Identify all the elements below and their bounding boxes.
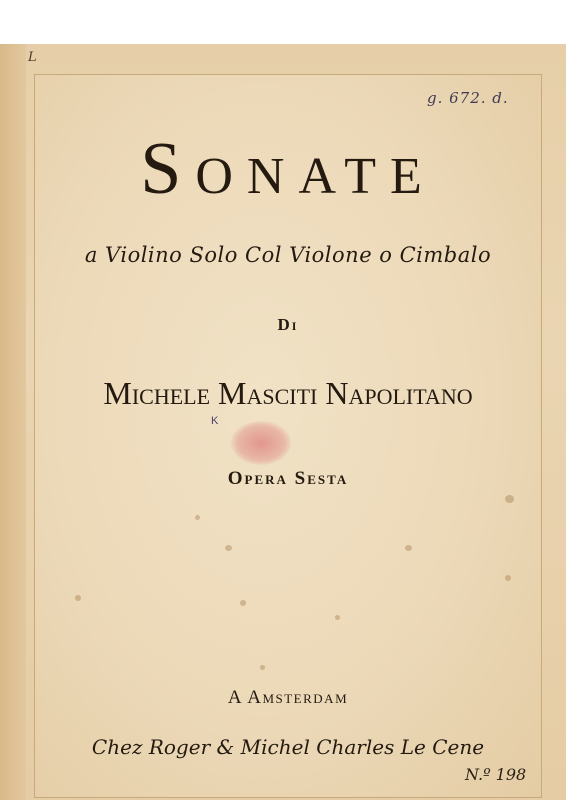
foxing-spot [75, 595, 81, 601]
title-initial: S [140, 128, 196, 210]
foxing-spot [225, 545, 232, 551]
preposition: Di [277, 315, 299, 334]
shelfmark: g. 672. d. [427, 89, 509, 107]
foxing-spot [240, 600, 246, 606]
title-page [0, 44, 566, 800]
title [35, 127, 541, 212]
engraved-plate [34, 74, 542, 798]
opus-number: Opera Sesta [227, 468, 349, 489]
corner-pencil-mark: L [28, 50, 37, 65]
library-stamp [231, 421, 291, 465]
publisher: Chez Roger & Michel Charles Le Cene [91, 735, 485, 759]
title-rest: ONATE [195, 148, 436, 205]
foxing-spot [505, 495, 514, 503]
foxing-spot [335, 615, 340, 620]
foxing-spot [505, 575, 511, 581]
foxing-spot [405, 545, 412, 551]
composer-name: Michele Masciti Napolitano [103, 375, 473, 411]
foxing-spot [195, 515, 200, 520]
plate-number: N.º 198 [465, 765, 527, 784]
foxing-spot [260, 665, 265, 670]
publication-place: A Amsterdam [227, 687, 349, 708]
subtitle: a Violino Solo Col Violone o Cimbalo [84, 243, 492, 267]
library-stamp-letter: K [211, 415, 219, 427]
